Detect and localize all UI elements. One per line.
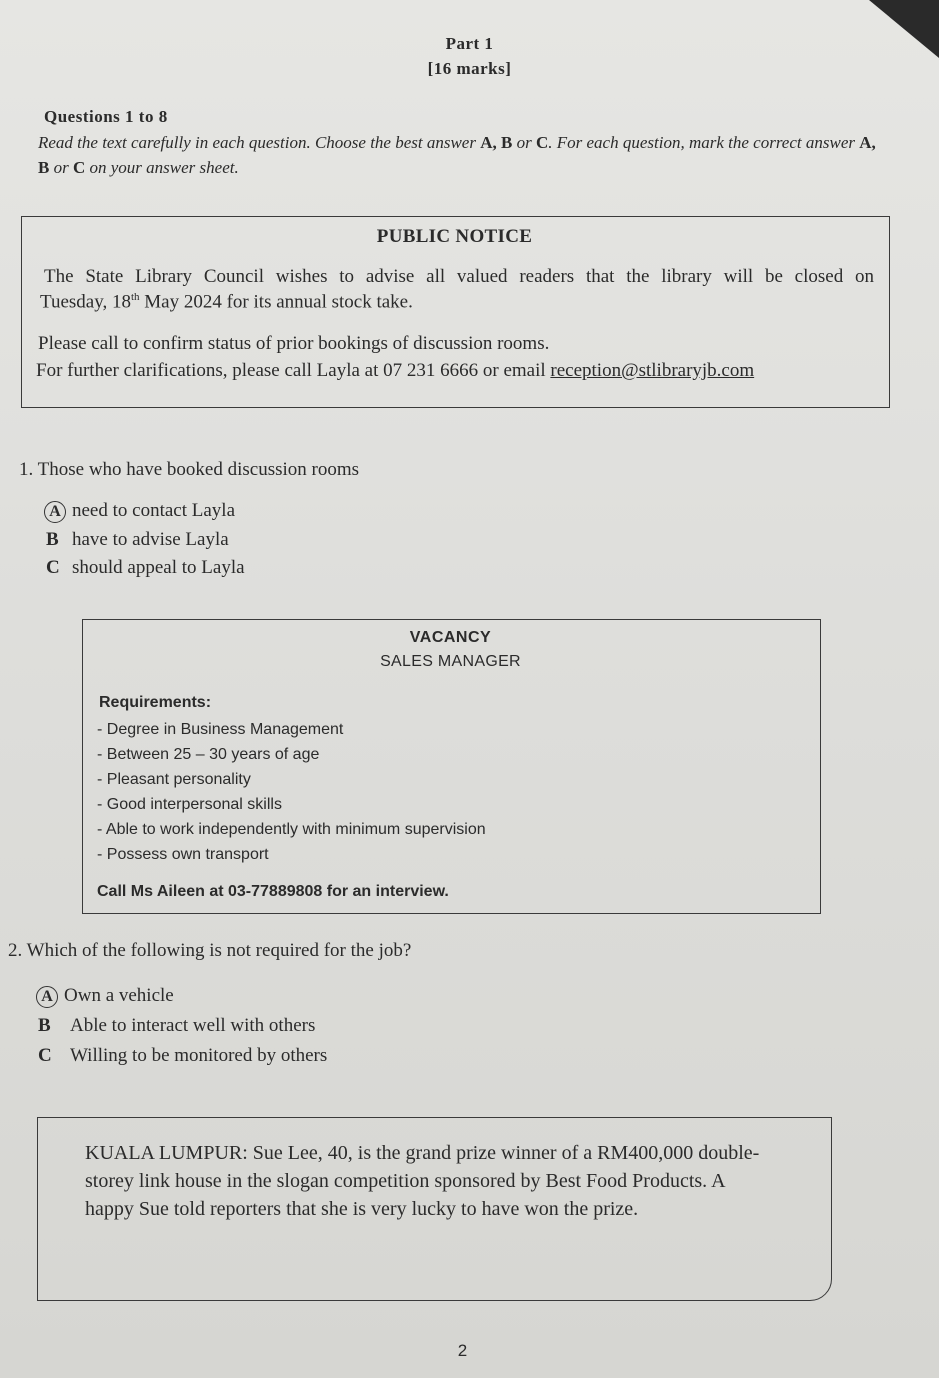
page-number: 2 xyxy=(457,1341,468,1360)
q1-option-b[interactable]: B have to advise Layla xyxy=(46,529,229,550)
requirement-item: - Good interpersonal skills xyxy=(97,796,282,813)
vacancy-subtitle: SALES MANAGER xyxy=(380,653,521,670)
notice-line-2: Tuesday, 18th May 2024 for its annual stock take. xyxy=(40,291,413,313)
vacancy-title: VACANCY xyxy=(409,629,492,646)
part-title: Part 1 xyxy=(445,34,494,53)
requirement-item: - Degree in Business Management xyxy=(97,721,344,738)
q1-option-a[interactable]: A need to contact Layla xyxy=(46,500,235,523)
option-letter-marked: A xyxy=(36,986,58,1008)
requirement-item: - Between 25 – 30 years of age xyxy=(97,746,320,763)
q2-option-a[interactable]: A Own a vehicle xyxy=(38,985,174,1008)
requirement-item: - Pleasant personality xyxy=(97,771,251,788)
requirements-list xyxy=(97,717,486,867)
notice-line-4: For further clarifications, please call Layla at 07 231 6666 or email reception@stlibraryjb.com xyxy=(36,360,755,381)
requirements-label: Requirements: xyxy=(99,694,212,711)
option-letter-marked: A xyxy=(44,501,66,523)
notice-line-3: Please call to confirm status of prior bookings of discussion rooms. xyxy=(38,333,550,354)
marks-label: [16 marks] xyxy=(427,59,512,78)
requirement-item: - Able to work independently with minimum supervision xyxy=(97,821,486,838)
q2-option-c[interactable]: C Willing to be monitored by others xyxy=(38,1045,328,1066)
question-1: 1. Those who have booked discussion rooms xyxy=(19,459,360,480)
q2-option-b[interactable]: B Able to interact well with others xyxy=(38,1015,316,1036)
news-text: KUALA LUMPUR: Sue Lee, 40, is the grand prize winner of a RM400,000 double-storey link house in the slogan competition sponsored by Best Food Products. A happy Sue told reporters that she is very lucky to have won the prize. xyxy=(85,1142,760,1220)
instructions: Read the text carefully in each question. Choose the best answer A, B or C. For each question, mark the correct answer A, B or C on your answer sheet. xyxy=(38,133,876,177)
requirement-item: - Possess own transport xyxy=(97,846,269,863)
notice-title: PUBLIC NOTICE xyxy=(376,226,533,247)
question-2: 2. Which of the following is not required for the job? xyxy=(8,940,412,961)
q1-option-c[interactable]: C should appeal to Layla xyxy=(46,557,245,578)
vacancy-call: Call Ms Aileen at 03-77889808 for an interview. xyxy=(97,883,449,900)
email-link[interactable]: reception@stlibraryjb.com xyxy=(550,360,755,381)
questions-heading: Questions 1 to 8 xyxy=(44,107,168,126)
notice-line-1: The State Library Council wishes to advise all valued readers that the library will be closed on xyxy=(44,266,874,287)
